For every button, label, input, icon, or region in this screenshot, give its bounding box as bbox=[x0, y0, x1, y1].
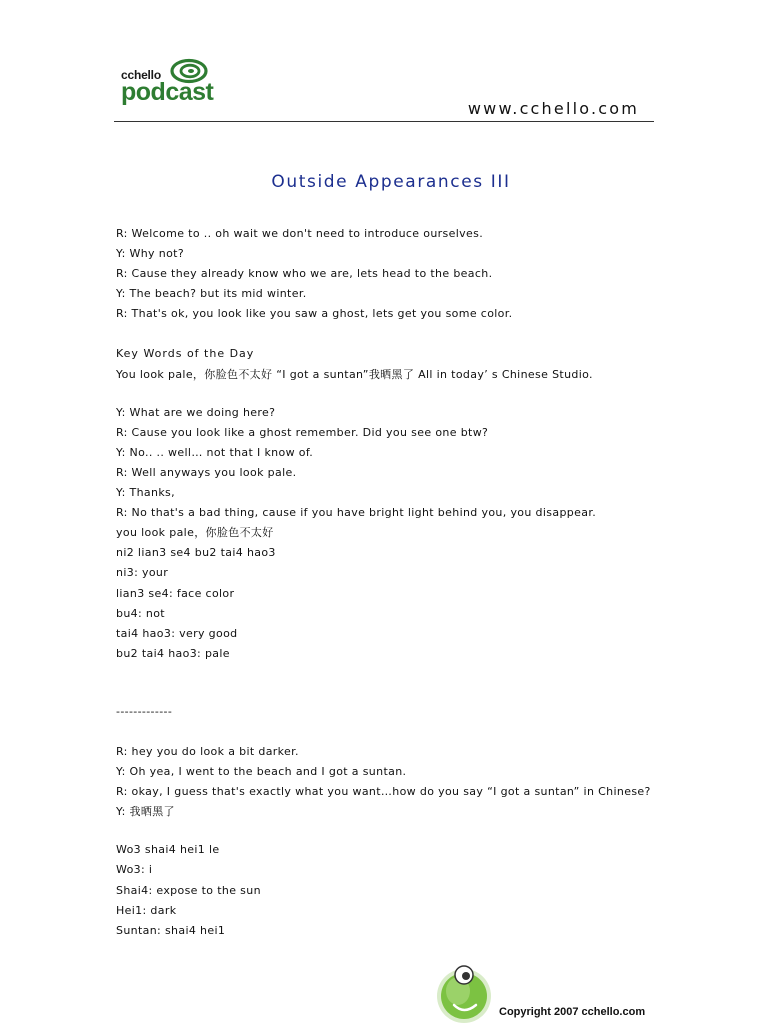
mascot-logo-icon bbox=[434, 963, 496, 1025]
transcript-line: Y: What are we doing here? bbox=[116, 405, 276, 419]
transcript-line: Y: Oh yea, I went to the beach and I got a suntan. bbox=[116, 765, 407, 779]
logo-small-text: cchello bbox=[121, 68, 161, 82]
vocab-line: Shai4: expose to the sun bbox=[116, 883, 261, 897]
transcript-line: ni2 lian3 se4 bu2 tai4 hao3 bbox=[116, 546, 276, 560]
page-title: Outside Appearances III bbox=[271, 172, 511, 192]
transcript-line: bu2 tai4 hao3: pale bbox=[116, 646, 230, 660]
transcript-line: Y: No.. .. well… not that I know of. bbox=[116, 445, 314, 459]
section-separator: ------------- bbox=[116, 704, 173, 718]
transcript-line: Y: Thanks, bbox=[116, 486, 175, 500]
vocab-line: Wo3 shai4 hei1 le bbox=[116, 843, 220, 857]
transcript-line: R: Cause they already know who we are, lets head to the beach. bbox=[116, 267, 493, 281]
transcript-line: Y: 我晒黑了 bbox=[116, 805, 175, 819]
cchello-podcast-logo bbox=[121, 58, 231, 110]
key-words-heading: Key Words of the Day bbox=[116, 347, 255, 361]
transcript-line: R: Well anyways you look pale. bbox=[116, 465, 297, 479]
transcript-line: lian3 se4: face color bbox=[116, 586, 235, 600]
transcript-line: R: okay, I guess that's exactly what you want…how do you say “I got a suntan” in Chinese? bbox=[116, 785, 651, 799]
page-header bbox=[0, 0, 768, 130]
logo-big-text: podcast bbox=[121, 78, 214, 106]
page-footer bbox=[0, 955, 768, 1024]
dialogue-section bbox=[116, 403, 676, 664]
header-divider bbox=[114, 121, 654, 122]
transcript-line: Y: The beach? but its mid winter. bbox=[116, 287, 307, 301]
transcript-body bbox=[116, 224, 676, 941]
intro-section bbox=[116, 224, 676, 324]
transcript-line: tai4 hao3: very good bbox=[116, 626, 238, 640]
transcript-line: R: Cause you look like a ghost remember. Did you see one btw? bbox=[116, 425, 489, 439]
transcript-line: you look pale，你脸色不太好 bbox=[116, 526, 274, 540]
transcript-line: R: Welcome to .. oh wait we don't need to introduce ourselves. bbox=[116, 227, 484, 240]
transcript-line: R: hey you do look a bit darker. bbox=[116, 744, 299, 758]
transcript-line: R: No that's a bad thing, cause if you have bright light behind you, you disappear. bbox=[116, 506, 597, 520]
transcript-line: Y: Why not? bbox=[116, 247, 185, 261]
copyright-text: Copyright 2007 cchello.com bbox=[499, 1006, 646, 1018]
transcript-line: bu4: not bbox=[116, 606, 165, 620]
transcript-line: R: That's ok, you look like you saw a ghost, lets get you some color. bbox=[116, 307, 513, 321]
key-words-line: You look pale，你脸色不太好 “I got a suntan”我晒黑了 All in today’ s Chinese Studio. bbox=[116, 367, 593, 381]
vocab-line: Hei1: dark bbox=[116, 903, 177, 917]
dialogue-section-2 bbox=[116, 742, 676, 822]
transcript-line: ni3: your bbox=[116, 566, 169, 580]
vocab-line: Wo3: i bbox=[116, 863, 153, 877]
site-url: www.cchello.com bbox=[467, 99, 639, 118]
vocab-section bbox=[116, 840, 676, 940]
vocab-line: Suntan: shai4 hei1 bbox=[116, 923, 226, 937]
key-words-section bbox=[116, 344, 676, 384]
